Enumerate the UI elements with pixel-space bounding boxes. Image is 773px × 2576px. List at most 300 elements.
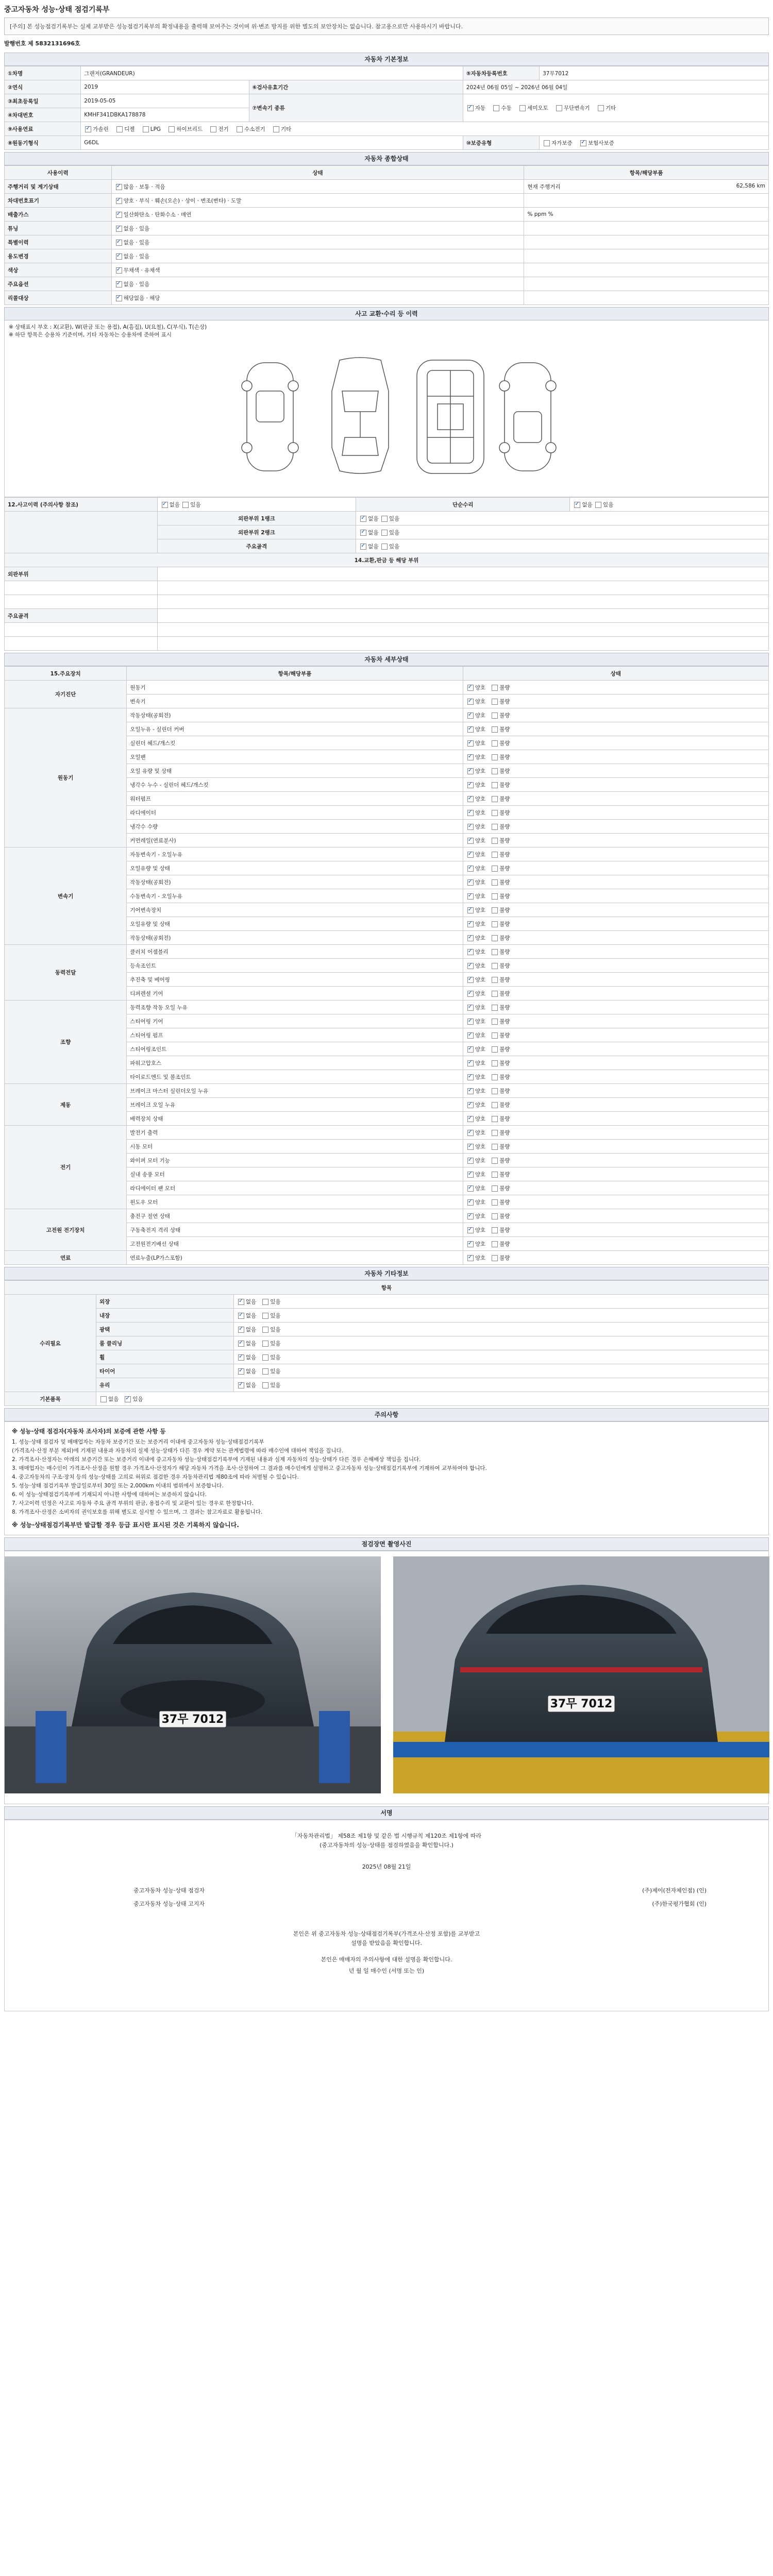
pricer-label: 중고자동차 성능·상태 고지자: [133, 1901, 205, 1907]
checkbox[interactable]: [492, 935, 498, 941]
checkbox[interactable]: [492, 907, 498, 913]
checkbox[interactable]: [467, 935, 474, 941]
checkbox[interactable]: [262, 1368, 268, 1375]
basic-value: 2019: [81, 80, 249, 94]
detail-item-label: 브레이크 마스터 실린더오일 누유: [127, 1084, 463, 1098]
inspection-record-document: [4, 4, 769, 2011]
detail-item-label: 동력조향 작동 오일 누유: [127, 1001, 463, 1014]
detail-group-label: 전기: [5, 1126, 127, 1209]
checkbox[interactable]: [360, 544, 366, 550]
checkbox[interactable]: [492, 893, 498, 900]
checkbox[interactable]: [467, 1213, 474, 1219]
checkbox[interactable]: [182, 502, 189, 508]
checkbox[interactable]: [492, 740, 498, 747]
main-frame-label: 주요골격: [157, 539, 356, 553]
confirm-line: 본인은 매매자의 주의사항에 대한 설명을 확인합니다.: [321, 1956, 452, 1963]
checkbox[interactable]: [492, 768, 498, 774]
general-row-label: 배출가스: [5, 208, 112, 222]
detail-item-state: [463, 1126, 768, 1140]
checkbox[interactable]: [467, 1060, 474, 1066]
checkbox[interactable]: [467, 1074, 474, 1080]
option-label: 가솔린: [93, 126, 109, 132]
checkbox[interactable]: [492, 1158, 498, 1164]
checkbox[interactable]: [492, 685, 498, 691]
option-label: 없음: [245, 1368, 257, 1375]
detail-group-label: 원동기: [5, 708, 127, 848]
checkbox[interactable]: [467, 1241, 474, 1247]
detail-row: [5, 1251, 769, 1265]
option-label: 양호: [475, 1060, 486, 1066]
option: [466, 1073, 485, 1081]
option-label: 불량: [499, 1185, 510, 1192]
checkbox[interactable]: [492, 963, 498, 969]
detail-item-label: 스티어링조인트: [127, 1042, 463, 1056]
detail-row: [5, 681, 769, 694]
checkbox[interactable]: [381, 516, 388, 522]
checkbox[interactable]: [360, 516, 366, 522]
option: [466, 1087, 485, 1095]
checkbox[interactable]: [467, 754, 474, 760]
option-label: 불량: [499, 948, 510, 955]
detail-state-header: 자동차 세부상태: [4, 653, 769, 666]
checkbox[interactable]: [467, 1019, 474, 1025]
checkbox[interactable]: [492, 1116, 498, 1122]
checkbox[interactable]: [381, 530, 388, 536]
option-label: 양호: [475, 1115, 486, 1122]
checkbox[interactable]: [467, 921, 474, 927]
detail-item-label: 충전구 절연 상태: [127, 1209, 463, 1223]
option-label: 불량: [499, 754, 510, 760]
checkbox[interactable]: [467, 796, 474, 802]
checkbox[interactable]: [238, 1382, 244, 1388]
checkbox[interactable]: [467, 1032, 474, 1039]
checkbox[interactable]: [467, 782, 474, 788]
basic-value: 그랜저(GRANDEUR): [81, 66, 463, 80]
option-label: 불량: [499, 1227, 510, 1233]
checkbox[interactable]: [492, 879, 498, 886]
checkbox[interactable]: [492, 977, 498, 983]
checkbox[interactable]: [492, 810, 498, 816]
checkbox[interactable]: [467, 810, 474, 816]
detail-item-label: 커먼레일(연료분사): [127, 834, 463, 848]
checkbox[interactable]: [467, 1255, 474, 1261]
checkbox[interactable]: [492, 726, 498, 733]
checkbox[interactable]: [492, 1088, 498, 1094]
detail-item-label: 작동상태(공회전): [127, 708, 463, 722]
checkbox[interactable]: [492, 866, 498, 872]
checkbox[interactable]: [467, 907, 474, 913]
checkbox[interactable]: [544, 140, 550, 146]
vehicle-diagram: [4, 342, 769, 497]
checkbox[interactable]: [169, 126, 175, 132]
checkbox[interactable]: [492, 852, 498, 858]
extra-item-label: 룸 클리닝: [96, 1336, 233, 1350]
checkbox[interactable]: [492, 1102, 498, 1108]
basic-value: KMHF341DBKA178878: [81, 108, 249, 122]
general-row-label: 리콜대상: [5, 291, 112, 305]
extra-row: [5, 1336, 769, 1350]
checkbox[interactable]: [492, 1046, 498, 1053]
checkbox[interactable]: [85, 126, 91, 132]
general-state-header: 자동차 종합상태: [4, 152, 769, 165]
detail-item-label: 추진축 및 베어링: [127, 973, 463, 987]
basic-label: ⑤자동차등록번호: [463, 66, 539, 80]
checkbox[interactable]: [492, 949, 498, 955]
checkbox[interactable]: [595, 502, 601, 508]
car-top-view-icon: [332, 358, 389, 473]
checkbox[interactable]: [381, 544, 388, 550]
signature-header: 서명: [4, 1806, 769, 1820]
checkbox[interactable]: [492, 754, 498, 760]
option: [99, 1395, 119, 1403]
checkbox[interactable]: [116, 126, 123, 132]
checkbox[interactable]: [467, 1088, 474, 1094]
option: [261, 1381, 280, 1389]
extra-item-state: [233, 1295, 768, 1309]
checkbox[interactable]: [116, 198, 122, 204]
checkbox[interactable]: [360, 530, 366, 536]
checkbox[interactable]: [238, 1327, 244, 1333]
general-row-state: [111, 263, 524, 277]
detail-item-label: 냉각수 수량: [127, 820, 463, 834]
checkbox[interactable]: [492, 1074, 498, 1080]
checkbox[interactable]: [238, 1354, 244, 1361]
checkbox[interactable]: [492, 713, 498, 719]
basic-label: ⑧원동기형식: [5, 136, 81, 150]
option-label: 자동: [475, 105, 486, 111]
checkbox[interactable]: [492, 782, 498, 788]
checkbox[interactable]: [492, 824, 498, 830]
option-label: 불량: [499, 782, 510, 788]
option-label: 불량: [499, 1004, 510, 1011]
detail-group-label: 고전원 전기장치: [5, 1209, 127, 1251]
option-label: 양호: [475, 1032, 486, 1039]
detail-item-label: 라디에이터 팬 모터: [127, 1181, 463, 1195]
state-text: 없음 · 있음: [123, 281, 150, 287]
checkbox[interactable]: [116, 240, 122, 246]
checkbox[interactable]: [492, 1172, 498, 1178]
checkbox[interactable]: [492, 1227, 498, 1233]
repair-label: 단순수리: [356, 498, 570, 512]
checkbox[interactable]: [492, 1213, 498, 1219]
option-label: 양호: [475, 1074, 486, 1080]
checkbox[interactable]: [492, 921, 498, 927]
option-label: 불량: [499, 1157, 510, 1164]
detail-item-state: [463, 792, 768, 806]
extra-row: [5, 1323, 769, 1336]
option-label: 양호: [475, 684, 486, 691]
checkbox[interactable]: [467, 1130, 474, 1136]
option: [466, 1018, 485, 1025]
checkbox[interactable]: [467, 893, 474, 900]
detail-item-label: 실린더 헤드/개스킷: [127, 736, 463, 750]
checkbox[interactable]: [467, 1144, 474, 1150]
checkbox[interactable]: [116, 267, 122, 274]
option: [491, 837, 510, 844]
checkbox[interactable]: [492, 1255, 498, 1261]
checkbox[interactable]: [493, 105, 499, 111]
general-row-label: 주요옵션: [5, 277, 112, 291]
checkbox[interactable]: [467, 949, 474, 955]
column-header: 상태: [463, 667, 768, 681]
checkbox[interactable]: [492, 1005, 498, 1011]
detail-item-label: 등속조인트: [127, 959, 463, 973]
sign-date: 2025년 08월 21일: [362, 1863, 411, 1870]
checkbox[interactable]: [467, 1199, 474, 1206]
checkbox[interactable]: [262, 1354, 268, 1361]
checkbox[interactable]: [116, 184, 122, 190]
detail-item-label: 자동변속기 - 오일누유: [127, 848, 463, 861]
option: [466, 1240, 485, 1248]
option: [491, 1004, 510, 1011]
option: [237, 1353, 256, 1361]
general-row-label: 튜닝: [5, 222, 112, 235]
checkbox[interactable]: [467, 1227, 474, 1233]
detail-item-state: [463, 1237, 768, 1251]
caution-line: 8. 가격조사·산정은 소비자의 권익보호를 위해 별도로 실시할 수 있으며, 그 결과는 참고자료로 활용됩니다.: [12, 1509, 263, 1515]
option: [491, 1198, 510, 1206]
option: [491, 698, 510, 705]
detail-item-label: 작동상태(공회전): [127, 931, 463, 945]
option-label: 양호: [475, 976, 486, 983]
checkbox[interactable]: [116, 253, 122, 260]
checkbox[interactable]: [116, 226, 122, 232]
option: [466, 767, 485, 775]
option-label: 하이브리드: [176, 126, 203, 132]
option-label: 불량: [499, 726, 510, 733]
mileage-value: 62,586 km: [736, 182, 765, 189]
option-label: 양호: [475, 1227, 486, 1233]
checkbox[interactable]: [262, 1382, 268, 1388]
detail-item-state: [463, 973, 768, 987]
checkbox[interactable]: [116, 295, 122, 301]
checkbox[interactable]: [467, 1158, 474, 1164]
checkbox[interactable]: [580, 140, 586, 146]
option-label: 양호: [475, 1157, 486, 1164]
option: [237, 1312, 256, 1319]
checkbox[interactable]: [262, 1327, 268, 1333]
state-text: 없음 · 있음: [123, 225, 150, 232]
option-label: 없음: [245, 1382, 257, 1388]
checkbox[interactable]: [467, 105, 474, 111]
checkbox[interactable]: [467, 1102, 474, 1108]
checkbox[interactable]: [273, 126, 279, 132]
checkbox[interactable]: [238, 1313, 244, 1319]
detail-item-state: [463, 959, 768, 973]
detail-item-state: [463, 917, 768, 931]
checkbox[interactable]: [492, 1199, 498, 1206]
checkbox[interactable]: [492, 1032, 498, 1039]
option: [466, 795, 485, 803]
checkbox[interactable]: [467, 991, 474, 997]
checkbox[interactable]: [492, 1019, 498, 1025]
detail-item-state: [463, 1251, 768, 1265]
general-row-state: [111, 222, 524, 235]
car-outline-diagram: [5, 342, 769, 497]
checkbox[interactable]: [238, 1299, 244, 1305]
checkbox[interactable]: [467, 852, 474, 858]
option: [491, 823, 510, 831]
option: [491, 878, 510, 886]
inspector-name: (주)제이(전자체인점) (인): [642, 1887, 707, 1894]
detail-item-state: [463, 736, 768, 750]
option-label: 양호: [475, 1199, 486, 1206]
basic-items-state: [96, 1392, 768, 1406]
option-label: 양호: [475, 1255, 486, 1261]
option-label: 불량: [499, 907, 510, 913]
option: [491, 1101, 510, 1109]
checkbox[interactable]: [492, 1060, 498, 1066]
parts-section-header: 14.교환,판금 등 해당 부위: [5, 553, 769, 567]
checkbox[interactable]: [556, 105, 562, 111]
detail-item-state: [463, 1028, 768, 1042]
option-label: 양호: [475, 726, 486, 733]
checkbox[interactable]: [467, 713, 474, 719]
checkbox[interactable]: [467, 768, 474, 774]
checkbox[interactable]: [467, 726, 474, 733]
checkbox[interactable]: [210, 126, 216, 132]
checkbox[interactable]: [492, 1241, 498, 1247]
state-text: 없음 · 있음: [123, 239, 150, 246]
checkbox[interactable]: [262, 1341, 268, 1347]
detail-item-state: [463, 889, 768, 903]
checkbox[interactable]: [467, 740, 474, 747]
option: [466, 781, 485, 789]
checkbox[interactable]: [492, 699, 498, 705]
checkbox[interactable]: [467, 699, 474, 705]
option: [491, 739, 510, 747]
basic-value: G6DL: [81, 136, 463, 150]
main-frame-options: [356, 539, 769, 553]
general-row: [5, 235, 769, 249]
pricer-name: (주)한국평가협회 (인): [652, 1901, 707, 1907]
rank2-label: 외판부위 2랭크: [157, 526, 356, 539]
option-label: 불량: [499, 1143, 510, 1150]
option: [466, 851, 485, 858]
option-label: 양호: [475, 990, 486, 997]
detail-item-label: 오일유량 및 상태: [127, 917, 463, 931]
extra-item-label: 내장: [96, 1309, 233, 1323]
checkbox[interactable]: [492, 1185, 498, 1192]
certificate-number-label: 발행번호: [4, 40, 26, 47]
option: [491, 795, 510, 803]
checkbox[interactable]: [492, 991, 498, 997]
checkbox[interactable]: [467, 838, 474, 844]
option: [491, 865, 510, 872]
detail-item-label: 워터펌프: [127, 792, 463, 806]
accident-table: [4, 497, 769, 651]
checkbox[interactable]: [492, 838, 498, 844]
detail-item-label: 작동상태(공회전): [127, 875, 463, 889]
checkbox[interactable]: [598, 105, 604, 111]
detail-item-label: 오일팬: [127, 750, 463, 764]
option-label: 양호: [475, 962, 486, 969]
option: [491, 1143, 510, 1150]
basic-value: 2024년 06월 05일 ~ 2026년 06월 04일: [463, 80, 768, 94]
caution-line: 3. 매매업자는 매수인이 가격조사·산정을 원할 경우 가격조사·산정자가 해당 자동차 가격을 조사·산정하여 그 결과를 매수인에게 설명하고 중고자동차 성능·상태점검기록부에 기재하여 교부하여야 합니다.: [12, 1465, 487, 1471]
option-label: 있음: [270, 1354, 281, 1361]
checkbox[interactable]: [125, 1396, 131, 1402]
legend-line: ※ 하단 항목은 승용차 기준이며, 기타 자동차는 승용차에 준하여 표시: [9, 332, 172, 338]
detail-row: [5, 1126, 769, 1140]
detail-item-label: 스티어링 기어: [127, 1014, 463, 1028]
checkbox[interactable]: [237, 126, 243, 132]
checkbox[interactable]: [116, 212, 122, 218]
detail-group-label: 동력전달: [5, 945, 127, 1001]
option-label: 있음: [270, 1298, 281, 1305]
checkbox[interactable]: [467, 685, 474, 691]
general-row-label: 색상: [5, 263, 112, 277]
checkbox[interactable]: [238, 1368, 244, 1375]
checkbox[interactable]: [467, 1046, 474, 1053]
general-row-label: 차대번호표기: [5, 194, 112, 208]
checkbox[interactable]: [492, 796, 498, 802]
checkbox[interactable]: [467, 879, 474, 886]
parts-label: 외판부위: [5, 567, 158, 581]
option-label: 불량: [499, 712, 510, 719]
checkbox[interactable]: [262, 1299, 268, 1305]
option-label: 양호: [475, 1004, 486, 1011]
option-label: 불량: [499, 1255, 510, 1261]
option: [491, 767, 510, 775]
notice-box: [주의] 본 성능점검기록부는 실제 교부받은 성능점검기록부의 확정내용을 출력해 보여주는 것이며 위·변조 방지를 위한 별도의 보안장치는 없습니다. 참고용으로만 사용하시기 바랍니다.: [4, 18, 769, 35]
checkbox[interactable]: [116, 281, 122, 287]
option-label: 기타: [281, 126, 292, 132]
checkbox[interactable]: [467, 1172, 474, 1178]
checkbox[interactable]: [574, 502, 580, 508]
option: [466, 1198, 485, 1206]
checkbox[interactable]: [162, 502, 168, 508]
extra-row: [5, 1364, 769, 1378]
accident-options: [157, 498, 356, 512]
option: [466, 878, 485, 886]
checkbox[interactable]: [519, 105, 526, 111]
repair-options: [570, 498, 769, 512]
option-label: 자가보증: [551, 140, 573, 146]
option: [466, 1184, 485, 1192]
option: [466, 1254, 485, 1262]
option-label: 디젤: [124, 126, 135, 132]
detail-item-state: [463, 1181, 768, 1195]
detail-item-state: [463, 1154, 768, 1167]
checkbox[interactable]: [492, 1144, 498, 1150]
checkbox[interactable]: [100, 1396, 107, 1402]
option: [261, 1367, 280, 1375]
checkbox[interactable]: [467, 1116, 474, 1122]
checkbox[interactable]: [467, 963, 474, 969]
option-label: 없음: [245, 1354, 257, 1361]
checkbox[interactable]: [467, 977, 474, 983]
option: [466, 809, 485, 817]
option: [466, 1171, 485, 1178]
general-row: [5, 263, 769, 277]
checkbox[interactable]: [238, 1341, 244, 1347]
general-row: [5, 194, 769, 208]
checkbox[interactable]: [143, 126, 149, 132]
checkbox[interactable]: [467, 824, 474, 830]
state-text: 많음 · 보통 · 적음: [123, 183, 165, 190]
option-label: 불량: [499, 990, 510, 997]
detail-item-state: [463, 1056, 768, 1070]
checkbox[interactable]: [262, 1313, 268, 1319]
checkbox[interactable]: [467, 1185, 474, 1192]
checkbox[interactable]: [492, 1130, 498, 1136]
checkbox[interactable]: [467, 1005, 474, 1011]
confirm-line: 설명을 받았음을 확인합니다.: [350, 1940, 422, 1946]
checkbox[interactable]: [467, 866, 474, 872]
option-label: 불량: [499, 976, 510, 983]
option-label: 양호: [475, 782, 486, 788]
